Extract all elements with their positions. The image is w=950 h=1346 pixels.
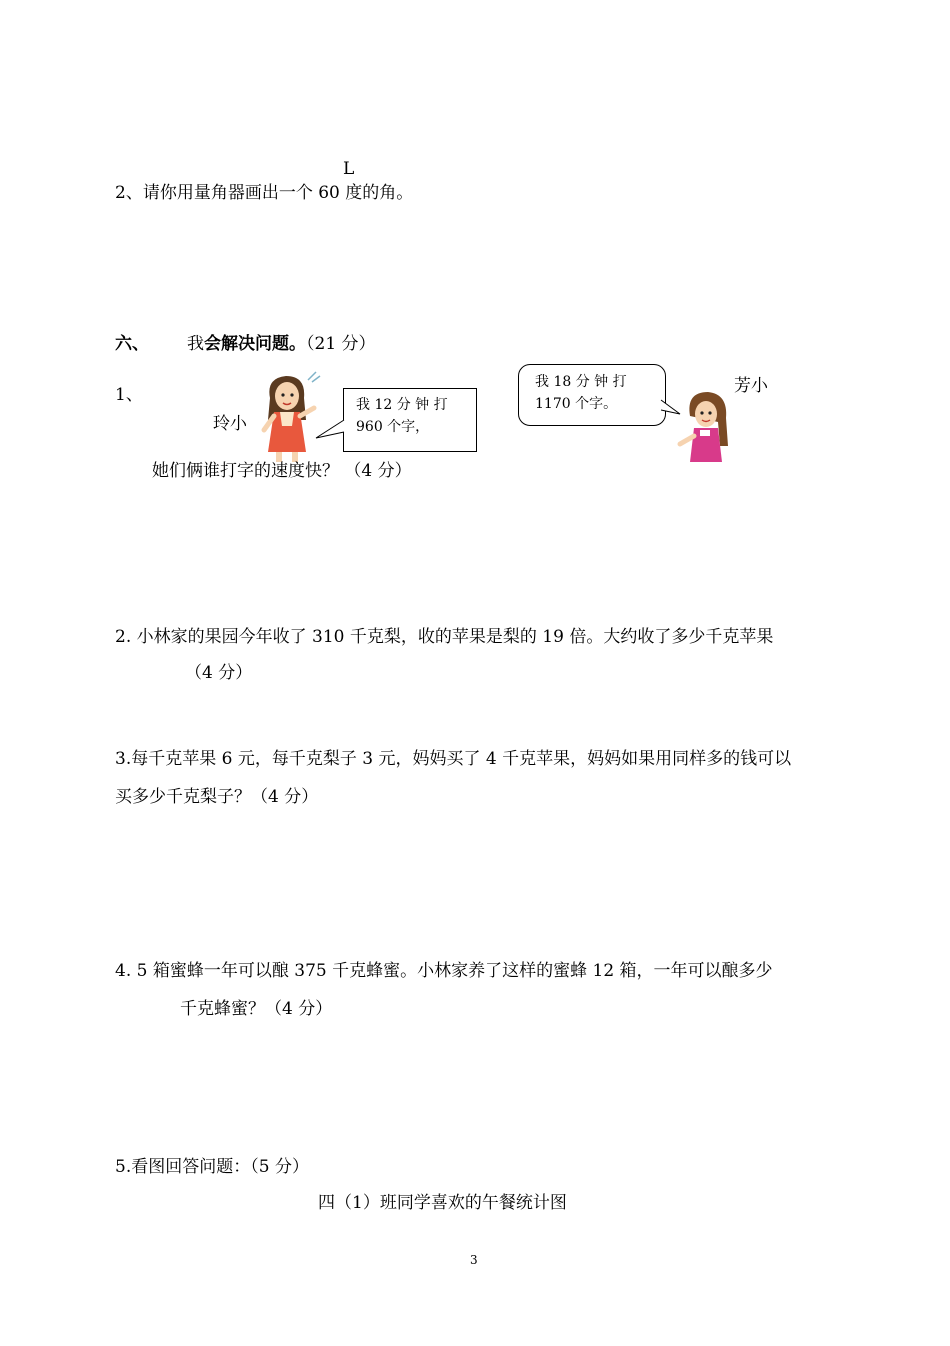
problem-4-line-2: 千克蜂蜜？（4 分） (180, 999, 333, 1019)
right-bubble-line-1: 我 18 分 钟 打 (535, 374, 627, 390)
problem-3-line-1: 3.每千克苹果 6 元，每千克梨子 3 元，妈妈买了 4 千克苹果，妈妈如果用同样多的钱可以 (115, 749, 792, 769)
problem-4-line-1: 4. 5 箱蜜蜂一年可以酿 375 千克蜂蜜。小林家养了这样的蜜蜂 12 箱，一年可以酿多少 (115, 961, 773, 981)
problem-1-question: 她们俩谁打字的速度快？ （4 分） (152, 461, 412, 481)
section-points: （21 分） (306, 334, 376, 354)
stray-mark: L (343, 159, 355, 179)
left-bubble-line-1: 我 12 分 钟 打 (356, 397, 448, 413)
chart-title: 四（1）班同学喜欢的午餐统计图 (318, 1193, 567, 1213)
section-title: 会解决问题。 (204, 334, 306, 354)
problem-2-line-1: 2. 小林家的果园今年收了 310 千克梨，收的苹果是梨的 19 倍。大约收了多少千克苹果 (115, 627, 774, 647)
right-bubble-line-2: 1170 个字。 (535, 396, 618, 412)
question-angle: 2、请你用量角器画出一个 60 度的角。 (115, 183, 414, 203)
right-girl-name: 芳小 (734, 376, 768, 396)
section-title-prefix: 我 (187, 334, 204, 354)
problem-3-line-2: 买多少千克梨子？（4 分） (115, 787, 319, 807)
left-bubble-line-2: 960 个字， (356, 419, 430, 435)
left-girl-name: 玲小 (213, 414, 247, 434)
problem-1-label: 1、 (115, 385, 143, 405)
girl-illustration-left (252, 368, 324, 464)
section-heading (115, 333, 376, 355)
left-bubble-tail (314, 418, 346, 442)
section-number: 六、 (115, 334, 149, 354)
page-number: 3 (470, 1253, 478, 1267)
problem-2-line-2: （4 分） (185, 663, 253, 683)
girl-illustration-right (676, 386, 736, 462)
problem-5-line-1: 5.看图回答问题：（5 分） (115, 1157, 309, 1177)
